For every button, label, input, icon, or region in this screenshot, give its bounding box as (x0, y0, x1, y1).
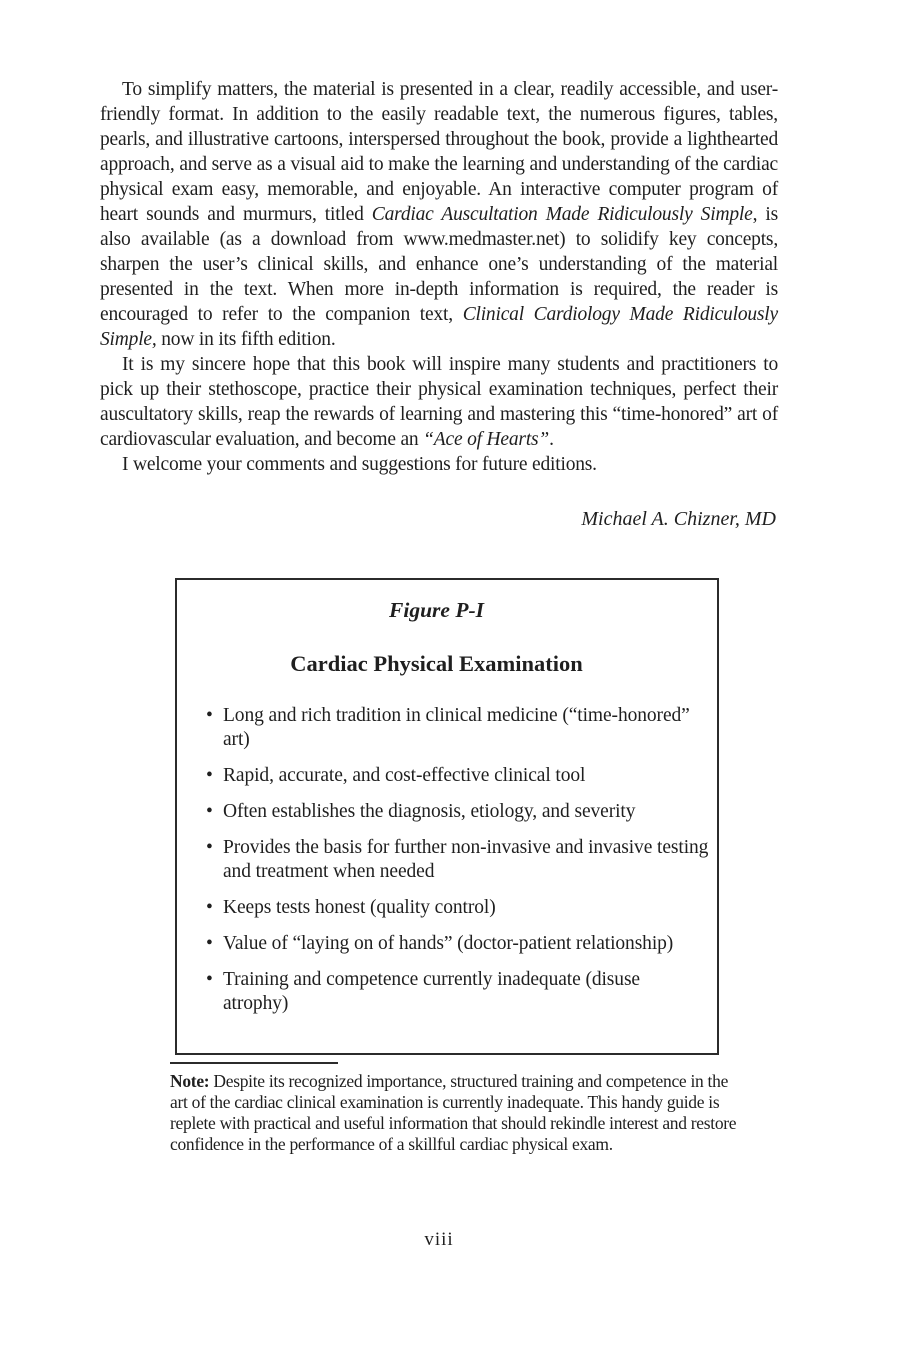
footnote-divider (170, 1062, 338, 1064)
footnote-label: Note: (170, 1071, 210, 1091)
page-number: viii (424, 1229, 454, 1250)
preface-text-block (100, 77, 778, 477)
figure-bullet-1: • Long and rich tradition in clinical medicine (“time-honored” art) (204, 704, 709, 752)
figure-label: Figure P-I (389, 598, 484, 622)
figure-bullet-5: • Keeps tests honest (quality control) (204, 896, 709, 920)
footnote-body: Despite its recognized importance, structured training and competence in the art of the cardiac clinical examination is currently inadequate. This handy guide is replete with practical and useful information that should rekindle interest and restore confidence in the performance of a skillful cardiac physical exam. (170, 1071, 737, 1154)
author-signature: Michael A. Chizner, MD (581, 508, 776, 530)
footnote-block (170, 1062, 748, 1155)
figure-bullet-3: • Often establishes the diagnosis, etiology, and severity (204, 800, 709, 824)
footnote-text (170, 1071, 748, 1155)
figure-title: Cardiac Physical Examination (290, 651, 583, 676)
figure-bullet-2: • Rapid, accurate, and cost-effective clinical tool (204, 764, 709, 788)
figure-box (175, 578, 719, 1055)
preface-paragraph-1: To simplify matters, the material is presented in a clear, readily accessible, and user-friendly format. In addition to the easily readable text, the numerous figures, tables, pearls, and illustrative cartoons, interspersed throughout the book, provide a lighthearted approach, and serve as a visual aid to make the learning and understanding of the cardiac physical exam easy, memorable, and enjoyable. An interactive computer program of heart sounds and murmurs, titled Cardiac Auscultation Made Ridiculously Simple, is also available (as a download from www.medmaster.net) to solidify key concepts, sharpen the user’s clinical skills, and enhance one’s understanding of the material presented in the text. When more in-depth information is required, the reader is encouraged to refer to the companion text, Clinical Cardiology Made Ridiculously Simple, now in its fifth edition. (100, 79, 778, 350)
figure-bullet-6: • Value of “laying on of hands” (doctor-patient relationship) (204, 932, 709, 956)
figure-bullet-7: • Training and competence currently inadequate (disuse atrophy) (204, 968, 709, 1016)
figure-bullet-list (204, 704, 709, 1016)
preface-paragraph-3: I welcome your comments and suggestions for future editions. (122, 454, 597, 475)
figure-bullet-4: • Provides the basis for further non-invasive and invasive testing and treatment when needed (204, 836, 709, 884)
preface-paragraph-2: It is my sincere hope that this book will inspire many students and practitioners to pick up their stethoscope, practice their physical examination techniques, perfect their auscultatory skills, reap the rewards of learning and mastering this “time-honored” art of cardiovascular evaluation, and become an “Ace of Hearts”. (100, 354, 778, 450)
